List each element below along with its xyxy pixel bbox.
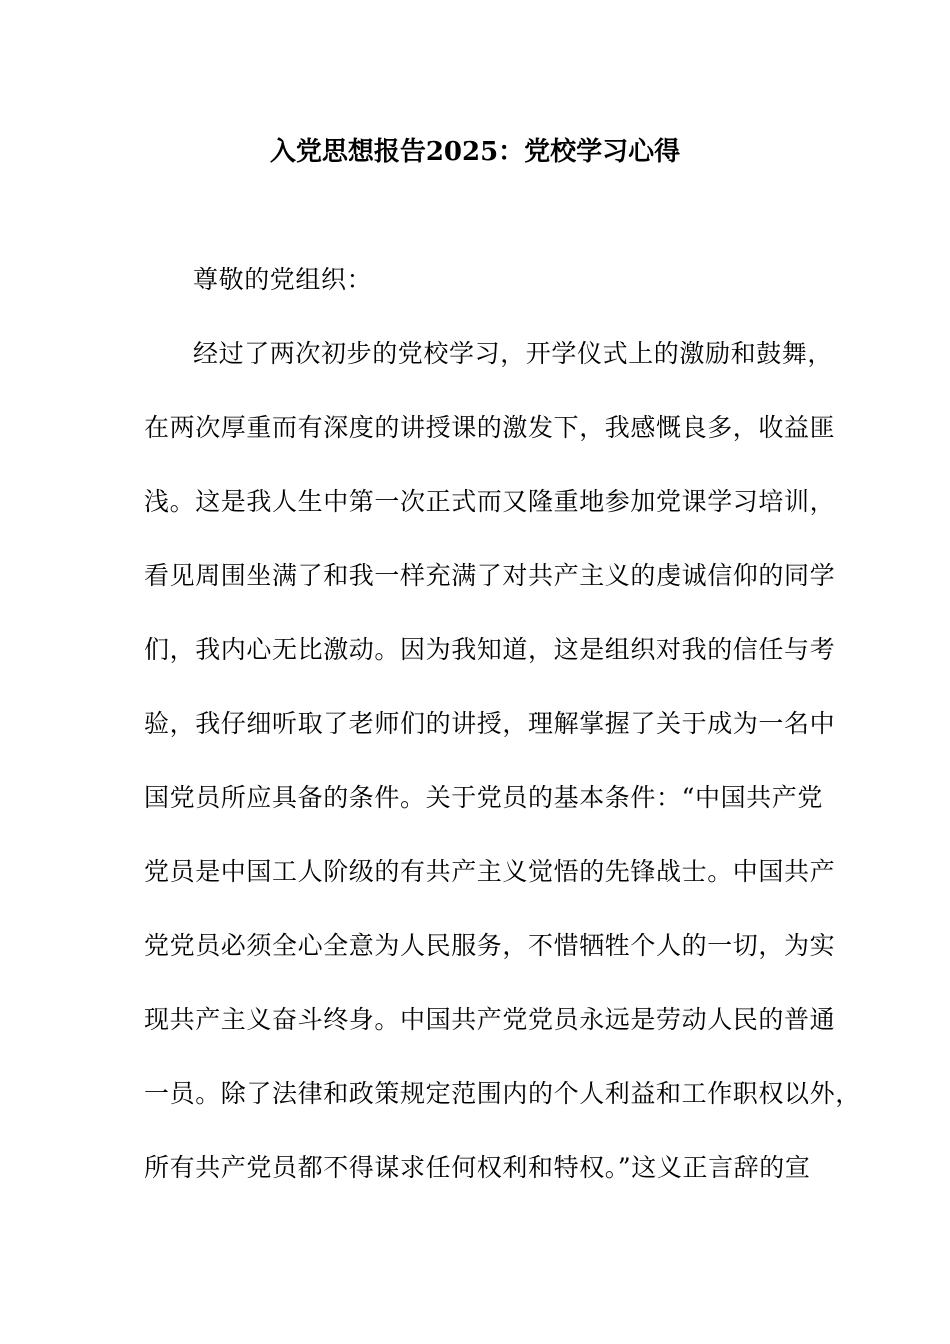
body-line: 看见周围坐满了和我一样充满了对共产主义的虔诚信仰的同学 [144,561,836,590]
body-line: 现共产主义奋斗终身。中国共产党党员永远是劳动人民的普通 [144,1005,836,1034]
body-line: 在两次厚重而有深度的讲授课的激发下，我感慨良多，收益匪 [144,413,836,442]
salutation: 尊敬的党组织： [193,265,373,294]
body-line: 验，我仔细听取了老师们的讲授，理解掌握了关于成为一名中 [144,709,836,738]
body-line: 党党员必须全心全意为人民服务，不惜牺牲个人的一切，为实 [144,931,836,960]
body-line: 一员。除了法律和政策规定范围内的个人利益和工作职权以外， [144,1079,861,1108]
body-line: 党员是中国工人阶级的有共产主义觉悟的先锋战士。中国共产 [144,857,836,886]
body-line: 经过了两次初步的党校学习，开学仪式上的激励和鼓舞， [193,339,834,368]
body-line: 国党员所应具备的条件。关于党员的基本条件：“中国共产党 [144,783,823,812]
document-title: 入党思想报告2025：党校学习心得 [269,137,681,167]
body-line: 所有共产党员都不得谋求任何权利和特权。”这义正言辞的宣 [144,1153,811,1182]
body-line: 们，我内心无比激动。因为我知道，这是组织对我的信任与考 [144,635,836,664]
body-line: 浅。这是我人生中第一次正式而又隆重地参加党课学习培训， [144,487,836,516]
